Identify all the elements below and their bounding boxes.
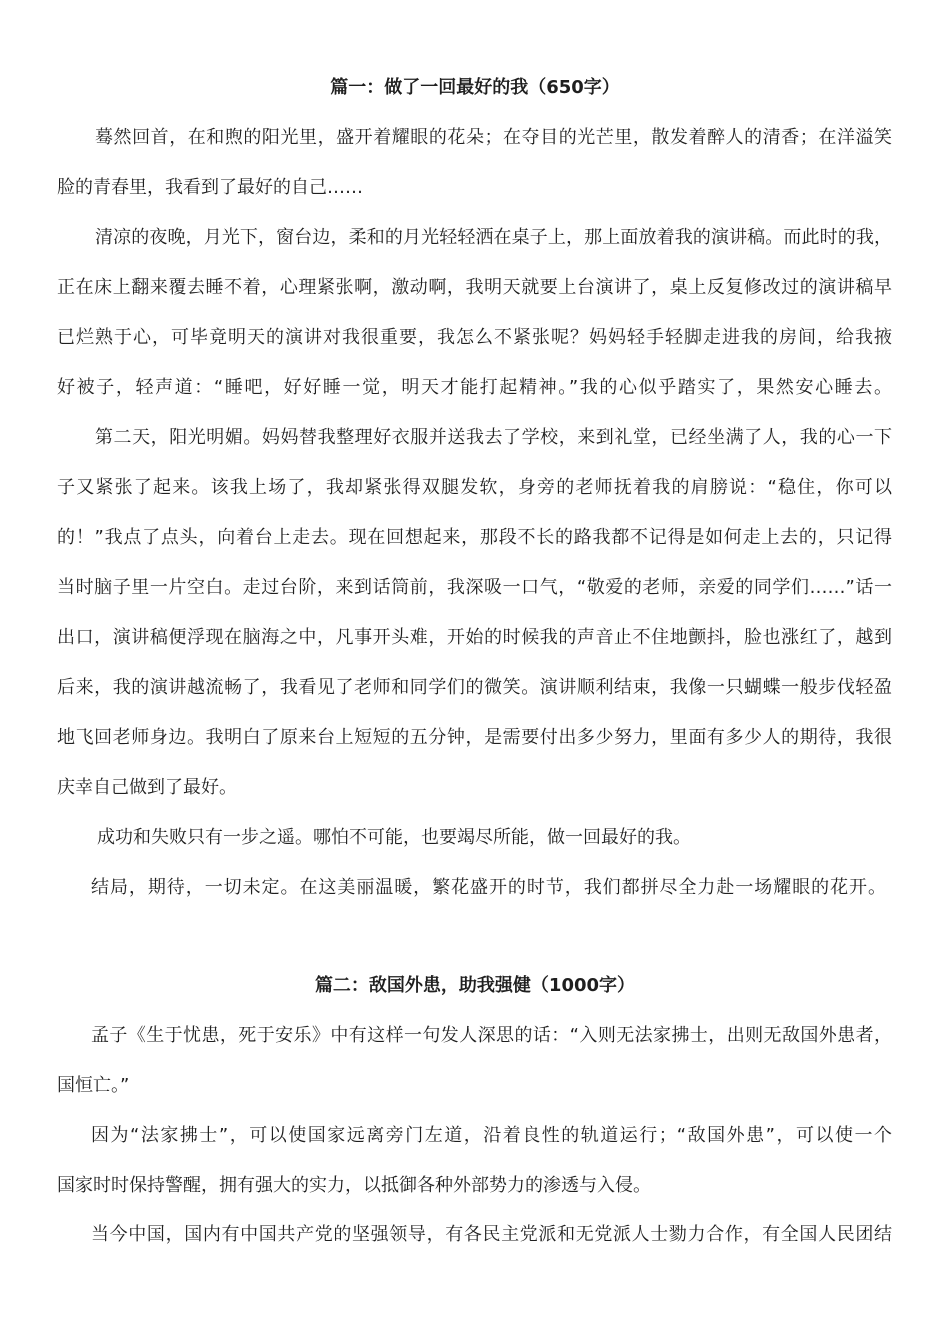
article-2-line-5: 当今中国，国内有中国共产党的坚强领导，有各民主党派和无党派人士勠力合作，有全国人民团结 <box>91 1224 892 1245</box>
article-1-line-1: 蓦然回首，在和煦的阳光里，盛开着耀眼的花朵；在夺目的光芒里，散发着醉人的清香；在洋溢笑 <box>95 127 892 148</box>
article-1-line-3: 清凉的夜晚，月光下，窗台边，柔和的月光轻轻洒在桌子上，那上面放着我的演讲稿。而此时的我， <box>95 227 892 248</box>
article-2-line-2: 国恒亡。” <box>57 1075 130 1096</box>
article-1-line-4: 正在床上翻来覆去睡不着，心理紧张啊，激动啊，我明天就要上台演讲了，桌上反复修改过的演讲稿早 <box>57 277 892 298</box>
article-1-line-14: 庆幸自己做到了最好。 <box>57 777 237 798</box>
article-2-line-3: 因为“法家拂士”，可以使国家远离旁门左道，沿着良性的轨道运行；“敌国外患”，可以使一个 <box>91 1125 892 1146</box>
article-1-line-2: 脸的青春里，我看到了最好的自己…… <box>57 177 363 198</box>
article-1-line-10: 当时脑子里一片空白。走过台阶，来到话筒前，我深吸一口气，“敬爱的老师，亲爱的同学们……”话一 <box>57 577 892 598</box>
article-1-line-12: 后来，我的演讲越流畅了，我看见了老师和同学们的微笑。演讲顺利结束，我像一只蝴蝶一般步伐轻盈 <box>57 677 892 698</box>
article-1-line-13: 地飞回老师身边。我明白了原来台上短短的五分钟，是需要付出多少努力，里面有多少人的期待，我很 <box>57 727 892 748</box>
article-1-line-16: 结局，期待，一切未定。在这美丽温暖，繁花盛开的时节，我们都拼尽全力赴一场耀眼的花开。 <box>91 877 886 898</box>
article-1-line-8: 子又紧张了起来。该我上场了，我却紧张得双腿发软，身旁的老师抚着我的肩膀说：“稳住，你可以 <box>57 477 892 498</box>
article-1-line-6: 好被子，轻声道：“睡吧，好好睡一觉，明天才能打起精神。”我的心似乎踏实了，果然安心睡去。 <box>57 377 892 398</box>
article-2-title: 篇二：敌国外患，助我强健（1000字） <box>314 975 636 996</box>
article-1-line-7: 第二天，阳光明媚。妈妈替我整理好衣服并送我去了学校，来到礼堂，已经坐满了人，我的心一下 <box>95 427 892 448</box>
article-1-line-9: 的！”我点了点头，向着台上走去。现在回想起来，那段不长的路我都不记得是如何走上去的，只记得 <box>57 527 892 548</box>
article-1-line-5: 已烂熟于心，可毕竟明天的演讲对我很重要，我怎么不紧张呢？妈妈轻手轻脚走进我的房间，给我掖 <box>57 327 892 348</box>
article-2-line-1: 孟子《生于忧患，死于安乐》中有这样一句发人深思的话：“入则无法家拂士，出则无敌国外患者， <box>91 1025 892 1046</box>
article-1-line-11: 出口，演讲稿便浮现在脑海之中，凡事开头难，开始的时候我的声音止不住地颤抖，脸也涨红了，越到 <box>57 627 892 648</box>
article-1-line-15: 成功和失败只有一步之遥。哪怕不可能，也要竭尽所能，做一回最好的我。 <box>97 827 691 848</box>
article-2-line-4: 国家时时保持警醒，拥有强大的实力，以抵御各种外部势力的渗透与入侵。 <box>57 1175 651 1196</box>
article-1-title: 篇一：做了一回最好的我（650字） <box>330 77 620 98</box>
